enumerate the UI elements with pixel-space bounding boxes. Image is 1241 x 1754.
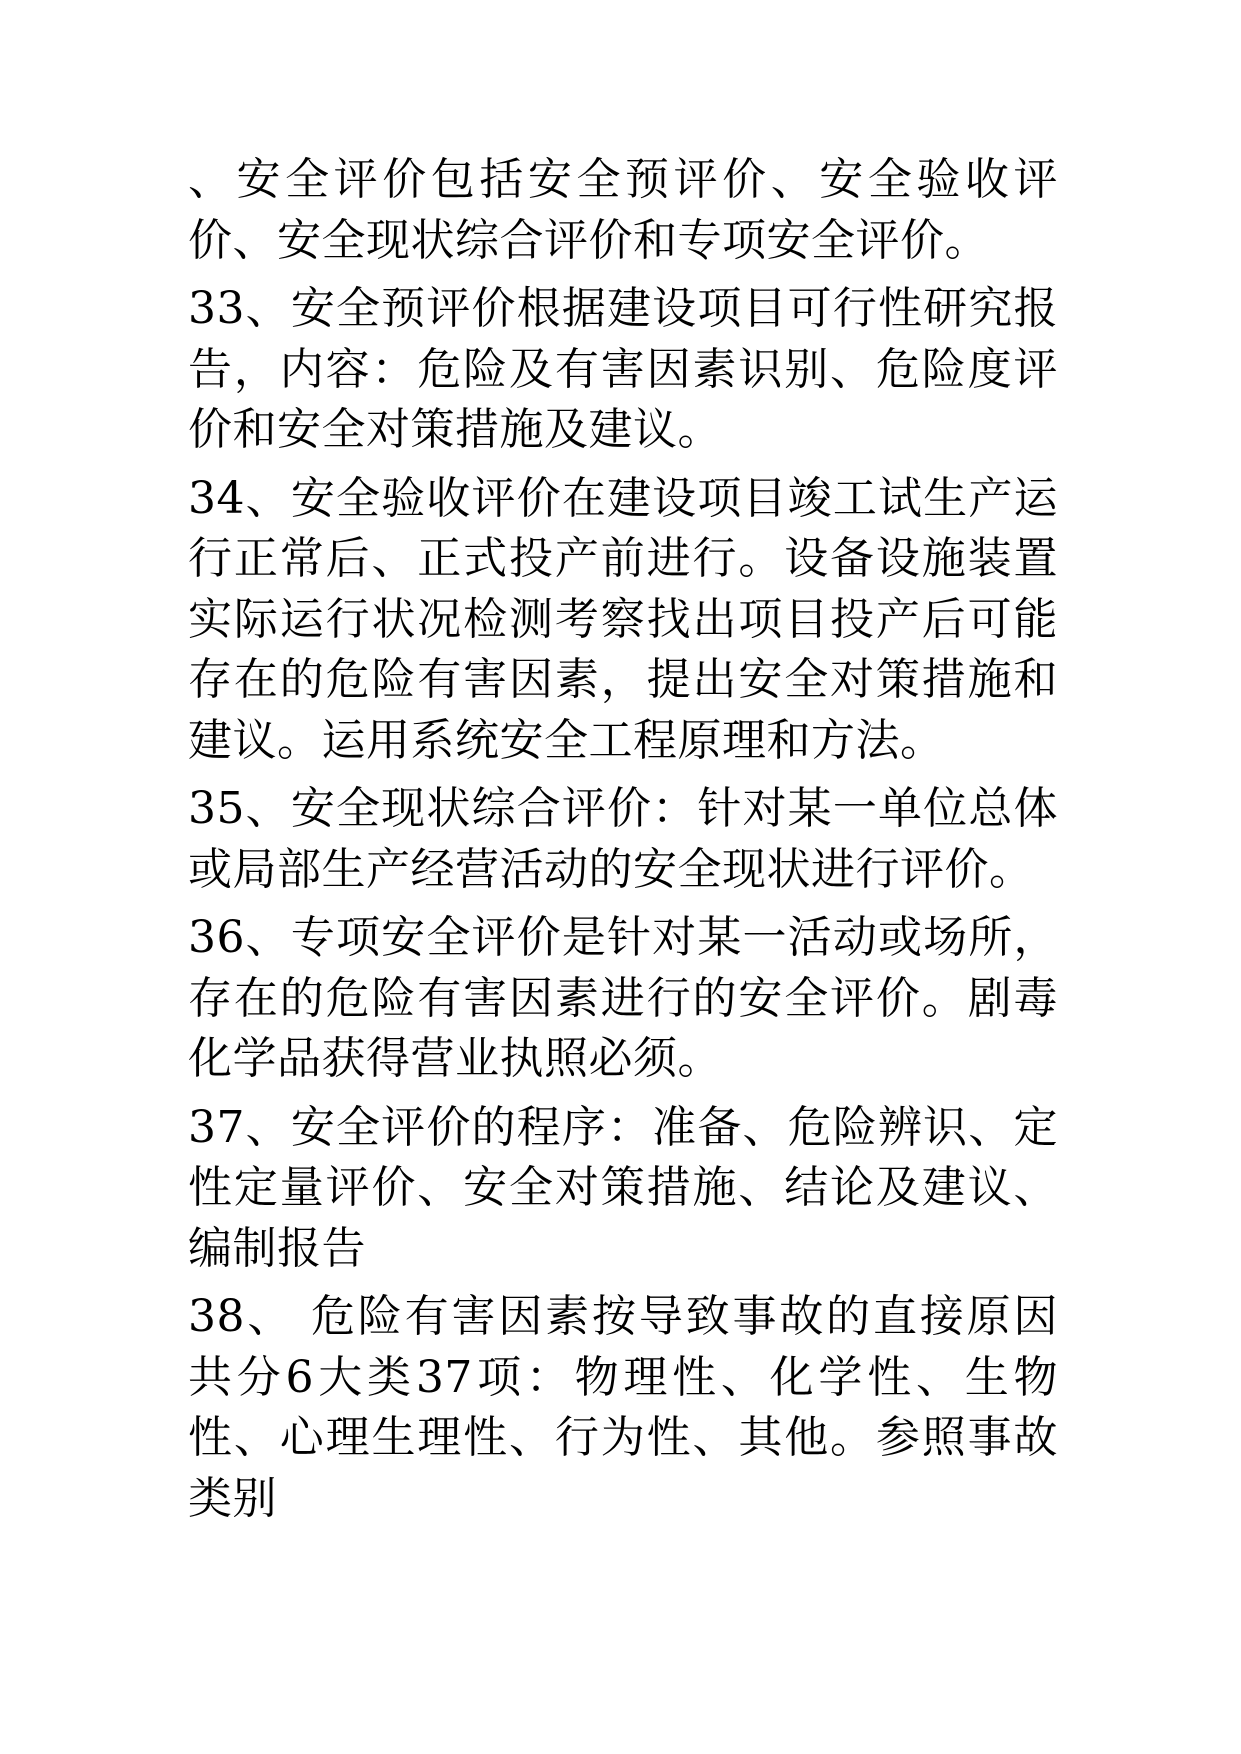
paragraph-37: 37、安全评价的程序：准备、危险辨识、定性定量评价、安全对策措施、结论及建议、编制报告 [188,1101,1058,1274]
paragraph-38: 38、 危险有害因素按导致事故的直接原因共分6大类37项：物理性、化学性、生物性、心理生理性、行为性、其他。参照事故类别 [188,1291,1058,1524]
paragraph-36: 36、专项安全评价是针对某一活动或场所，存在的危险有害因素进行的安全评价。剧毒化学品获得营业执照必须。 [188,912,1058,1084]
paragraph-33: 33、安全预评价根据建设项目可行性研究报告，内容：危险及有害因素识别、危险度评价和安全对策措施及建议。 [188,283,1058,455]
document-body [188,150,1058,1537]
paragraph-34: 34、安全验收评价在建设项目竣工试生产运行正常后、正式投产前进行。设备设施装置实际运行状况检测考察找出项目投产后可能存在的危险有害因素，提出安全对策措施和建议。运用系统安全工程原理和方法。 [188,472,1058,766]
paragraph-35: 35、安全现状综合评价：针对某一单位总体或局部生产经营活动的安全现状进行评价。 [188,783,1058,895]
paragraph-intro: 、安全评价包括安全预评价、安全验收评价、安全现状综合评价和专项安全评价。 [188,154,1058,266]
